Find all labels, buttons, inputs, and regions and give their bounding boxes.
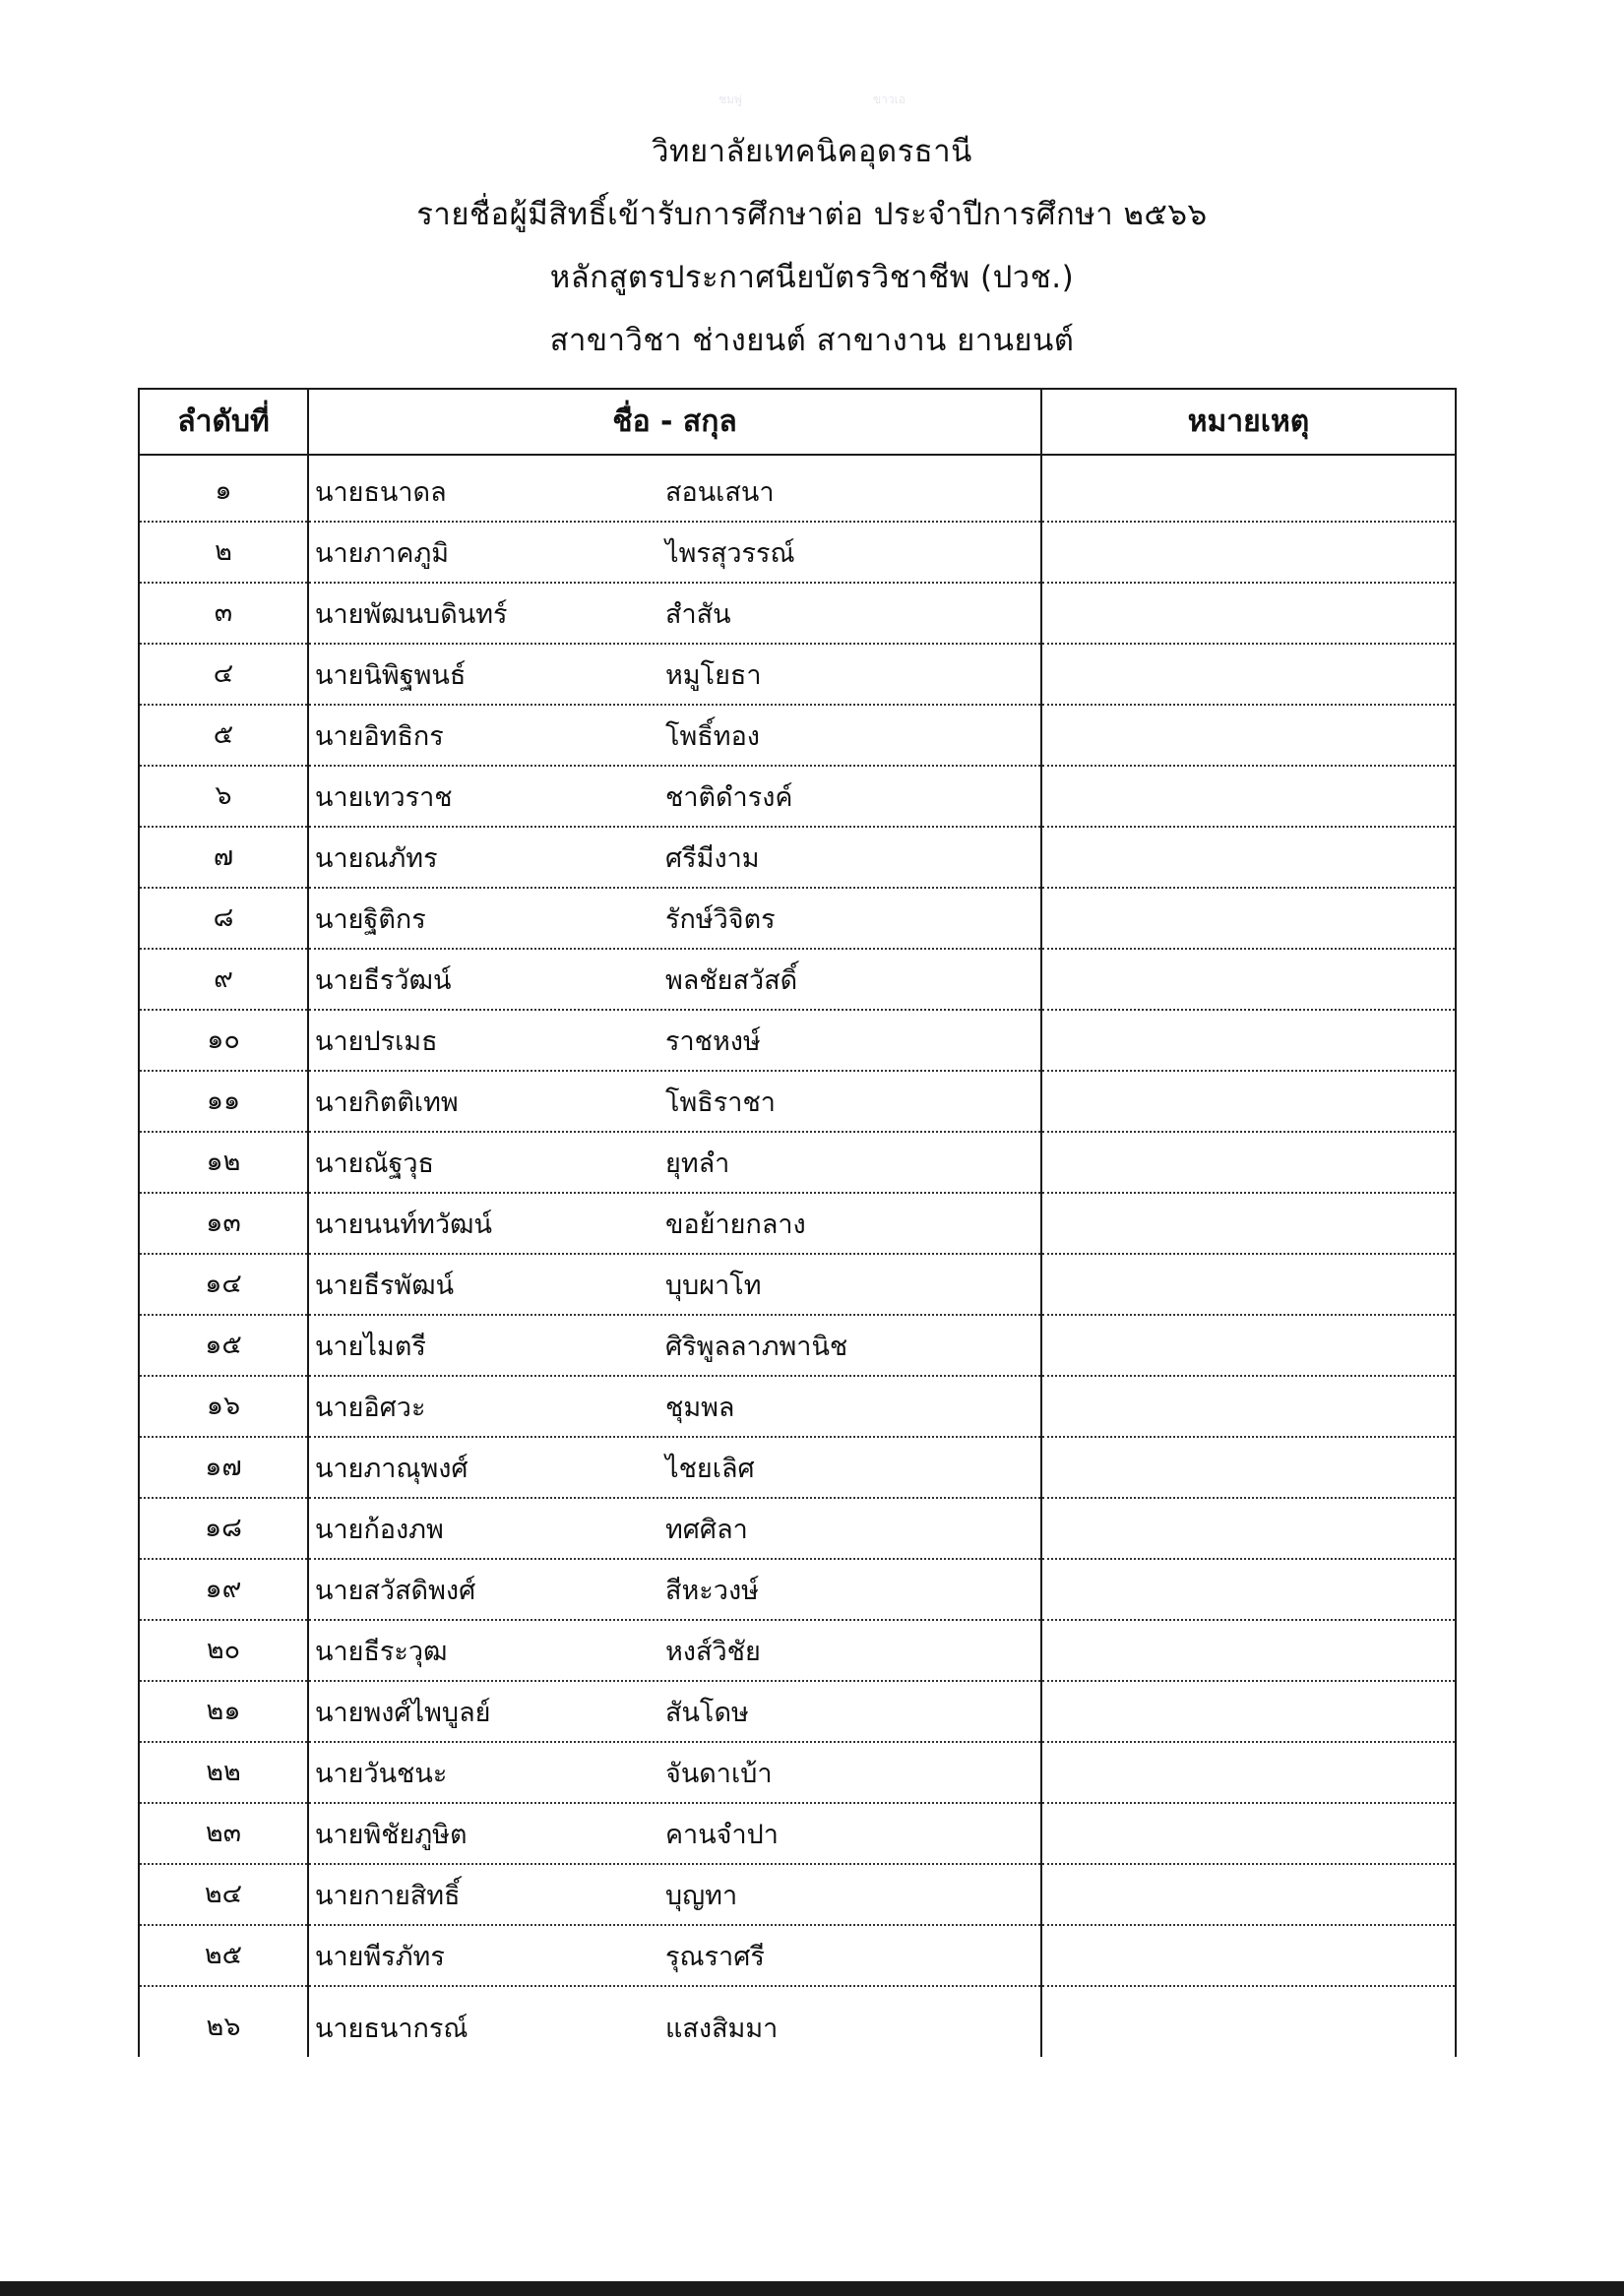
note-cell — [1041, 455, 1456, 522]
first-name: นายธีรพัฒน์ — [315, 1271, 455, 1301]
last-name: โพธิราชา — [665, 1087, 776, 1118]
row-number: ๒๕ — [204, 1940, 243, 1970]
first-name: นายสวัสดิพงศ์ — [315, 1576, 476, 1606]
note-cell — [1041, 1376, 1456, 1437]
last-name: ศิริพูลลาภพานิช — [665, 1332, 848, 1362]
first-name: นายอิทธิกร — [315, 721, 444, 752]
full-name-cell — [308, 705, 1041, 766]
table-row — [139, 1193, 1456, 1254]
row-number: ๒๑ — [206, 1696, 241, 1726]
row-number: ๙ — [214, 963, 233, 994]
row-number-cell — [139, 1803, 308, 1864]
full-name-cell — [308, 1864, 1041, 1925]
row-number: ๑๘ — [205, 1513, 242, 1543]
document-title: รายชื่อผู้มีสิทธิ์เข้ารับการศึกษาต่อ ประจำปีการศึกษา ๒๕๖๖ — [416, 197, 1208, 232]
last-name: บุบผาโท — [665, 1271, 762, 1301]
first-name: นายก้องภพ — [315, 1515, 444, 1545]
row-number-cell — [139, 766, 308, 827]
row-number-cell — [139, 827, 308, 888]
row-number: ๗ — [213, 841, 234, 872]
row-number: ๑๕ — [205, 1330, 242, 1360]
scan-bottom-edge — [0, 2281, 1624, 2296]
row-number: ๑ — [215, 475, 232, 506]
first-name: นายภาคภูมิ — [315, 538, 450, 569]
table-row — [139, 1071, 1456, 1132]
row-number-cell — [139, 1620, 308, 1681]
row-number-cell — [139, 644, 308, 705]
row-number: ๑๔ — [205, 1269, 242, 1299]
note-cell — [1041, 1559, 1456, 1620]
full-name-cell — [308, 1498, 1041, 1559]
note-cell — [1041, 1925, 1456, 1986]
last-name: หมูโยธา — [665, 660, 762, 691]
last-name: พลชัยสวัสดิ์ — [665, 965, 798, 996]
first-name: นายพงศ์ไพบูลย์ — [315, 1698, 491, 1728]
last-name: จันดาเบ้า — [665, 1759, 773, 1789]
first-name: นายนนท์ทวัฒน์ — [315, 1210, 492, 1240]
note-cell — [1041, 1132, 1456, 1193]
full-name-cell — [308, 583, 1041, 644]
note-cell — [1041, 949, 1456, 1010]
note-cell — [1041, 1986, 1456, 2057]
table-row — [139, 705, 1456, 766]
row-number: ๔ — [213, 658, 234, 689]
last-name: สันโดษ — [665, 1698, 749, 1728]
column-header-note: หมายเหตุ — [1041, 389, 1456, 455]
full-name-cell — [308, 455, 1041, 522]
full-name-cell — [308, 766, 1041, 827]
first-name: นายธนากรณ์ — [315, 2014, 468, 2044]
note-cell — [1041, 705, 1456, 766]
full-name-cell — [308, 1254, 1041, 1315]
note-cell — [1041, 1742, 1456, 1803]
scan-mark: ชมพู่ — [718, 93, 742, 106]
table-row — [139, 1681, 1456, 1742]
first-name: นายพิชัยภูษิต — [315, 1820, 468, 1850]
last-name: คานจำปา — [665, 1820, 779, 1850]
note-cell — [1041, 1010, 1456, 1071]
table-row — [139, 1864, 1456, 1925]
row-number: ๑๐ — [207, 1024, 240, 1055]
last-name: ขอย้ายกลาง — [665, 1210, 806, 1240]
note-cell — [1041, 583, 1456, 644]
row-number: ๓ — [214, 597, 233, 628]
full-name-cell — [308, 1193, 1041, 1254]
note-cell — [1041, 644, 1456, 705]
table-row — [139, 1620, 1456, 1681]
full-name-cell — [308, 522, 1041, 583]
table-row — [139, 455, 1456, 522]
note-cell — [1041, 888, 1456, 949]
full-name-cell — [308, 1742, 1041, 1803]
first-name: นายณัฐวุธ — [315, 1148, 435, 1179]
last-name: สีหะวงษ์ — [665, 1576, 759, 1606]
row-number-cell — [139, 949, 308, 1010]
row-number-cell — [139, 522, 308, 583]
table-header-row — [139, 389, 1456, 455]
row-number: ๒๐ — [206, 1635, 241, 1665]
table-row — [139, 1742, 1456, 1803]
row-number: ๑๗ — [205, 1452, 242, 1482]
row-number-cell — [139, 1254, 308, 1315]
row-number: ๑๓ — [206, 1208, 241, 1238]
row-number-cell — [139, 1925, 308, 1986]
note-cell — [1041, 1498, 1456, 1559]
last-name: ศรีมีงาม — [665, 843, 760, 874]
first-name: นายณภัทร — [315, 843, 438, 874]
table-row — [139, 949, 1456, 1010]
table-row — [139, 1437, 1456, 1498]
last-name: ราชหงษ์ — [665, 1026, 761, 1057]
note-cell — [1041, 1193, 1456, 1254]
row-number: ๒๓ — [205, 1818, 242, 1848]
full-name-cell — [308, 1132, 1041, 1193]
row-number-cell — [139, 1132, 308, 1193]
full-name-cell — [308, 827, 1041, 888]
table-row — [139, 1498, 1456, 1559]
note-cell — [1041, 1681, 1456, 1742]
row-number-cell — [139, 1010, 308, 1071]
full-name-cell — [308, 644, 1041, 705]
table-row — [139, 1559, 1456, 1620]
full-name-cell — [308, 1681, 1041, 1742]
row-number-cell — [139, 1437, 308, 1498]
last-name: สำสัน — [665, 599, 731, 630]
note-cell — [1041, 827, 1456, 888]
last-name: ทศศิลา — [665, 1515, 748, 1545]
full-name-cell — [308, 1315, 1041, 1376]
row-number-cell — [139, 1742, 308, 1803]
table-row — [139, 644, 1456, 705]
table-row — [139, 766, 1456, 827]
row-number-cell — [139, 1498, 308, 1559]
row-number: ๘ — [213, 902, 234, 933]
table-row — [139, 1315, 1456, 1376]
note-cell — [1041, 1254, 1456, 1315]
note-cell — [1041, 1803, 1456, 1864]
row-number: ๒๒ — [206, 1757, 241, 1787]
last-name: ยุทลำ — [665, 1148, 730, 1179]
row-number: ๒ — [215, 536, 232, 567]
last-name: รุณราศรี — [665, 1942, 765, 1972]
table-row — [139, 1254, 1456, 1315]
last-name: หงส์วิชัย — [665, 1637, 761, 1667]
first-name: นายภาณุพงศ์ — [315, 1454, 468, 1484]
full-name-cell — [308, 1010, 1041, 1071]
column-header-name: ชื่อ - สกุล — [308, 389, 1041, 455]
note-cell — [1041, 766, 1456, 827]
row-number-cell — [139, 1193, 308, 1254]
last-name: โพธิ์ทอง — [665, 721, 760, 752]
table-row — [139, 583, 1456, 644]
first-name: นายฐิติกร — [315, 904, 426, 935]
row-number: ๑๖ — [206, 1391, 241, 1421]
student-list-table — [138, 388, 1457, 2057]
last-name: แสงสิมมา — [665, 2014, 779, 2044]
full-name-cell — [308, 1559, 1041, 1620]
row-number-cell — [139, 888, 308, 949]
table-row — [139, 1132, 1456, 1193]
last-name: รักษ์วิจิตร — [665, 904, 776, 935]
full-name-cell — [308, 1071, 1041, 1132]
program-name: หลักสูตรประกาศนียบัตรวิชาชีพ (ปวช.) — [549, 260, 1075, 295]
full-name-cell — [308, 1620, 1041, 1681]
row-number-cell — [139, 1986, 308, 2057]
full-name-cell — [308, 1376, 1041, 1437]
table-row — [139, 522, 1456, 583]
document-heading — [0, 136, 1624, 388]
first-name: นายอิศวะ — [315, 1393, 426, 1423]
row-number-cell — [139, 455, 308, 522]
table-row — [139, 888, 1456, 949]
table-row — [139, 827, 1456, 888]
note-cell — [1041, 1315, 1456, 1376]
row-number-cell — [139, 1315, 308, 1376]
table-row — [139, 1376, 1456, 1437]
row-number: ๖ — [215, 780, 232, 811]
row-number: ๕ — [213, 719, 234, 750]
major-name: สาขาวิชา ช่างยนต์ สาขางาน ยานยนต์ — [549, 323, 1075, 358]
row-number-cell — [139, 1681, 308, 1742]
first-name: นายพีรภัทร — [315, 1942, 445, 1972]
last-name: ไพรสุวรรณ์ — [665, 538, 795, 569]
first-name: นายธีรวัฒน์ — [315, 965, 452, 996]
first-name: นายไมตรี — [315, 1332, 426, 1362]
institution-name: วิทยาลัยเทคนิคอุดรธานี — [652, 134, 972, 169]
table-row — [139, 1986, 1456, 2057]
full-name-cell — [308, 1803, 1041, 1864]
row-number-cell — [139, 583, 308, 644]
row-number: ๑๙ — [205, 1574, 242, 1604]
table-row — [139, 1010, 1456, 1071]
full-name-cell — [308, 1925, 1041, 1986]
last-name: ไชยเลิศ — [665, 1454, 755, 1484]
scan-mark: ขาวเอ — [873, 93, 906, 106]
full-name-cell — [308, 1986, 1041, 2057]
row-number-cell — [139, 705, 308, 766]
table-row — [139, 1803, 1456, 1864]
first-name: นายธนาดล — [315, 477, 447, 508]
row-number: ๑๒ — [206, 1147, 241, 1177]
note-cell — [1041, 1071, 1456, 1132]
column-header-no: ลำดับที่ — [139, 389, 308, 455]
row-number-cell — [139, 1559, 308, 1620]
table-body — [139, 455, 1456, 2057]
note-cell — [1041, 1864, 1456, 1925]
full-name-cell — [308, 888, 1041, 949]
last-name: สอนเสนา — [665, 477, 775, 508]
note-cell — [1041, 522, 1456, 583]
first-name: นายธีระวุฒ — [315, 1637, 448, 1667]
row-number-cell — [139, 1864, 308, 1925]
row-number-cell — [139, 1071, 308, 1132]
row-number: ๒๖ — [206, 2012, 241, 2042]
row-number-cell — [139, 1376, 308, 1437]
full-name-cell — [308, 1437, 1041, 1498]
last-name: ชุมพล — [665, 1393, 735, 1423]
note-cell — [1041, 1437, 1456, 1498]
table-row — [139, 1925, 1456, 1986]
first-name: นายกายสิทธิ์ — [315, 1881, 461, 1911]
full-name-cell — [308, 949, 1041, 1010]
first-name: นายเทวราช — [315, 782, 453, 813]
row-number: ๒๔ — [204, 1879, 243, 1909]
first-name: นายพัฒนบดินทร์ — [315, 599, 508, 630]
first-name: นายนิพิฐพนธ์ — [315, 660, 467, 691]
last-name: บุญทา — [665, 1881, 738, 1911]
first-name: นายปรเมธ — [315, 1026, 438, 1057]
first-name: นายวันชนะ — [315, 1759, 448, 1789]
note-cell — [1041, 1620, 1456, 1681]
last-name: ชาติดำรงค์ — [665, 782, 793, 813]
row-number: ๑๑ — [206, 1086, 241, 1116]
first-name: นายกิตติเทพ — [315, 1087, 459, 1118]
